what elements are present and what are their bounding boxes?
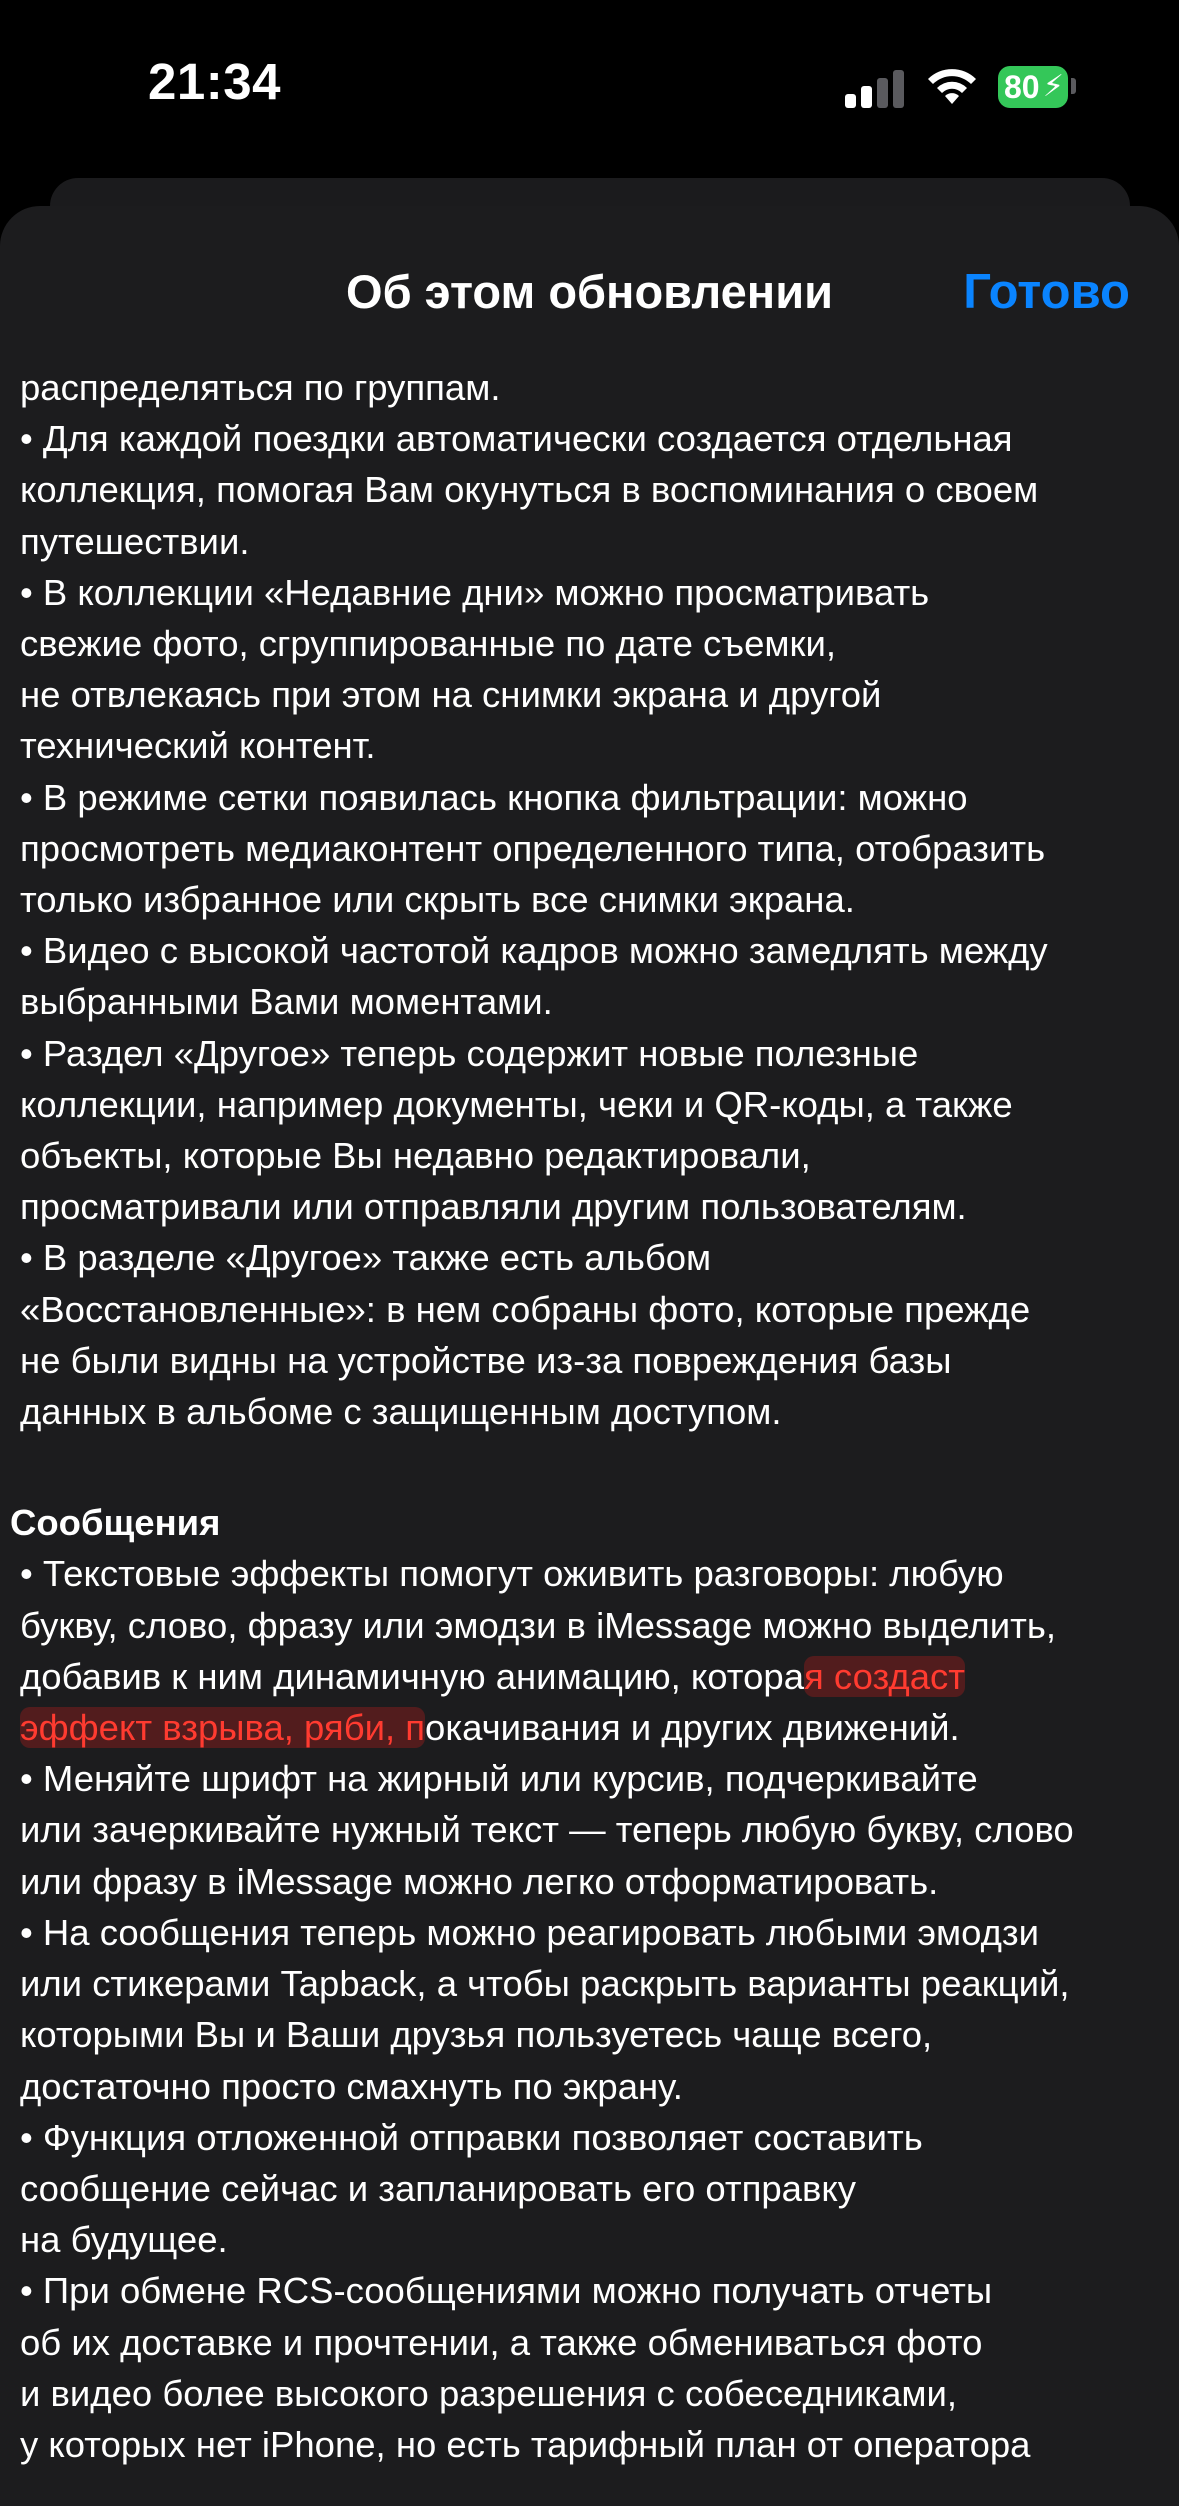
release-notes bbox=[10, 362, 1167, 2470]
note-line: • Раздел «Другое» теперь содержит новые полезные bbox=[20, 1032, 919, 1074]
note-line: на будущее. bbox=[20, 2219, 228, 2261]
section-title-messages: Сообщения bbox=[10, 1502, 221, 1544]
red-highlight-mark: эффект взрыва, ряби, п bbox=[20, 1707, 426, 1749]
section-gap bbox=[20, 1437, 1167, 1488]
done-button[interactable]: Готово bbox=[963, 265, 1130, 319]
note-line: только избранное или скрыть все снимки экрана. bbox=[20, 879, 855, 921]
note-line: технический контент. bbox=[20, 725, 376, 767]
note-line: коллекция, помогая Вам окунуться в воспоминания о своем bbox=[20, 469, 1039, 511]
note-line: или зачеркивайте нужный текст — теперь любую букву, слово bbox=[20, 1809, 1074, 1851]
note-line: выбранными Вами моментами. bbox=[20, 981, 553, 1023]
note-line: • В коллекции «Недавние дни» можно просматривать bbox=[20, 571, 930, 613]
status-bar bbox=[0, 0, 1179, 170]
release-notes-photos bbox=[20, 362, 1167, 1437]
note-text: добавив к ним динамичную анимацию, котора bbox=[20, 1655, 805, 1697]
note-line: • На сообщения теперь можно реагировать любыми эмодзи bbox=[20, 1911, 1040, 1953]
note-line: • Текстовые эффекты помогут оживить разговоры: любую bbox=[20, 1553, 1004, 1595]
battery-charging-icon bbox=[998, 66, 1068, 108]
red-highlight-mark: я создаст bbox=[804, 1655, 965, 1697]
note-line bbox=[20, 1651, 1167, 1702]
cellular-signal-icon bbox=[845, 68, 905, 108]
wifi-icon bbox=[925, 64, 979, 108]
note-line bbox=[20, 1702, 1167, 1753]
note-line: • Меняйте шрифт на жирный или курсив, подчеркивайте bbox=[20, 1758, 978, 1800]
note-line: • Видео с высокой частотой кадров можно замедлять между bbox=[20, 930, 1048, 972]
note-line: сообщение сейчас и запланировать его отправку bbox=[20, 2167, 856, 2209]
note-line: объекты, которые Вы недавно редактировали, bbox=[20, 1135, 811, 1177]
note-line: достаточно просто смахнуть по экрану. bbox=[20, 2065, 683, 2107]
note-line: • В режиме сетки появилась кнопка фильтрации: можно bbox=[20, 776, 968, 818]
battery-level: 80 bbox=[1004, 69, 1040, 105]
charging-bolt-icon: ⚡ bbox=[1042, 70, 1064, 103]
note-line: данных в альбоме с защищенным доступом. bbox=[20, 1391, 782, 1433]
battery-tip bbox=[1071, 78, 1076, 94]
note-line: или стикерами Tapback, а чтобы раскрыть варианты реакций, bbox=[20, 1963, 1070, 2005]
note-line: • В разделе «Другое» также есть альбом bbox=[20, 1237, 712, 1279]
note-line: и видео более высокого разрешения с собеседниками, bbox=[20, 2372, 957, 2414]
sheet-title: Об этом обновлении bbox=[346, 265, 833, 318]
note-line: не отвлекаясь при этом на снимки экрана и другой bbox=[20, 674, 882, 716]
note-line: у которых нет iPhone, но есть тарифный план от оператора bbox=[20, 2423, 1031, 2465]
note-line: • Функция отложенной отправки позволяет составить bbox=[20, 2116, 923, 2158]
note-line: распределяться по группам. bbox=[20, 367, 501, 408]
note-line: которыми Вы и Ваши друзья пользуетесь чаще всего, bbox=[20, 2014, 933, 2056]
update-info-sheet bbox=[0, 206, 1179, 2506]
note-line: не были видны на устройстве из-за повреждения базы bbox=[20, 1339, 952, 1381]
note-line: просмотреть медиаконтент определенного типа, отобразить bbox=[20, 827, 1046, 869]
release-notes-messages-cont bbox=[20, 1753, 1167, 2470]
note-line: путешествии. bbox=[20, 520, 250, 562]
note-line: • Для каждой поездки автоматически создается отдельная bbox=[20, 418, 1013, 460]
note-line: букву, слово, фразу или эмодзи в iMessage можно выделить, bbox=[20, 1604, 1056, 1646]
note-line: или фразу в iMessage можно легко отформатировать. bbox=[20, 1860, 939, 1902]
note-text: окачивания и других движений. bbox=[425, 1707, 960, 1749]
note-line: свежие фото, сгруппированные по дате съемки, bbox=[20, 623, 836, 665]
note-line: «Восстановленные»: в нем собраны фото, которые прежде bbox=[20, 1288, 1031, 1330]
note-line: коллекции, например документы, чеки и QR-коды, а также bbox=[20, 1083, 1013, 1125]
note-line: об их доставке и прочтении, а также обмениваться фото bbox=[20, 2321, 983, 2363]
note-line: • При обмене RCS-сообщениями можно получать отчеты bbox=[20, 2270, 993, 2312]
release-notes-messages bbox=[20, 1548, 1167, 1650]
note-line: просматривали или отправляли другим пользователям. bbox=[20, 1186, 967, 1228]
status-time: 21:34 bbox=[148, 53, 281, 110]
